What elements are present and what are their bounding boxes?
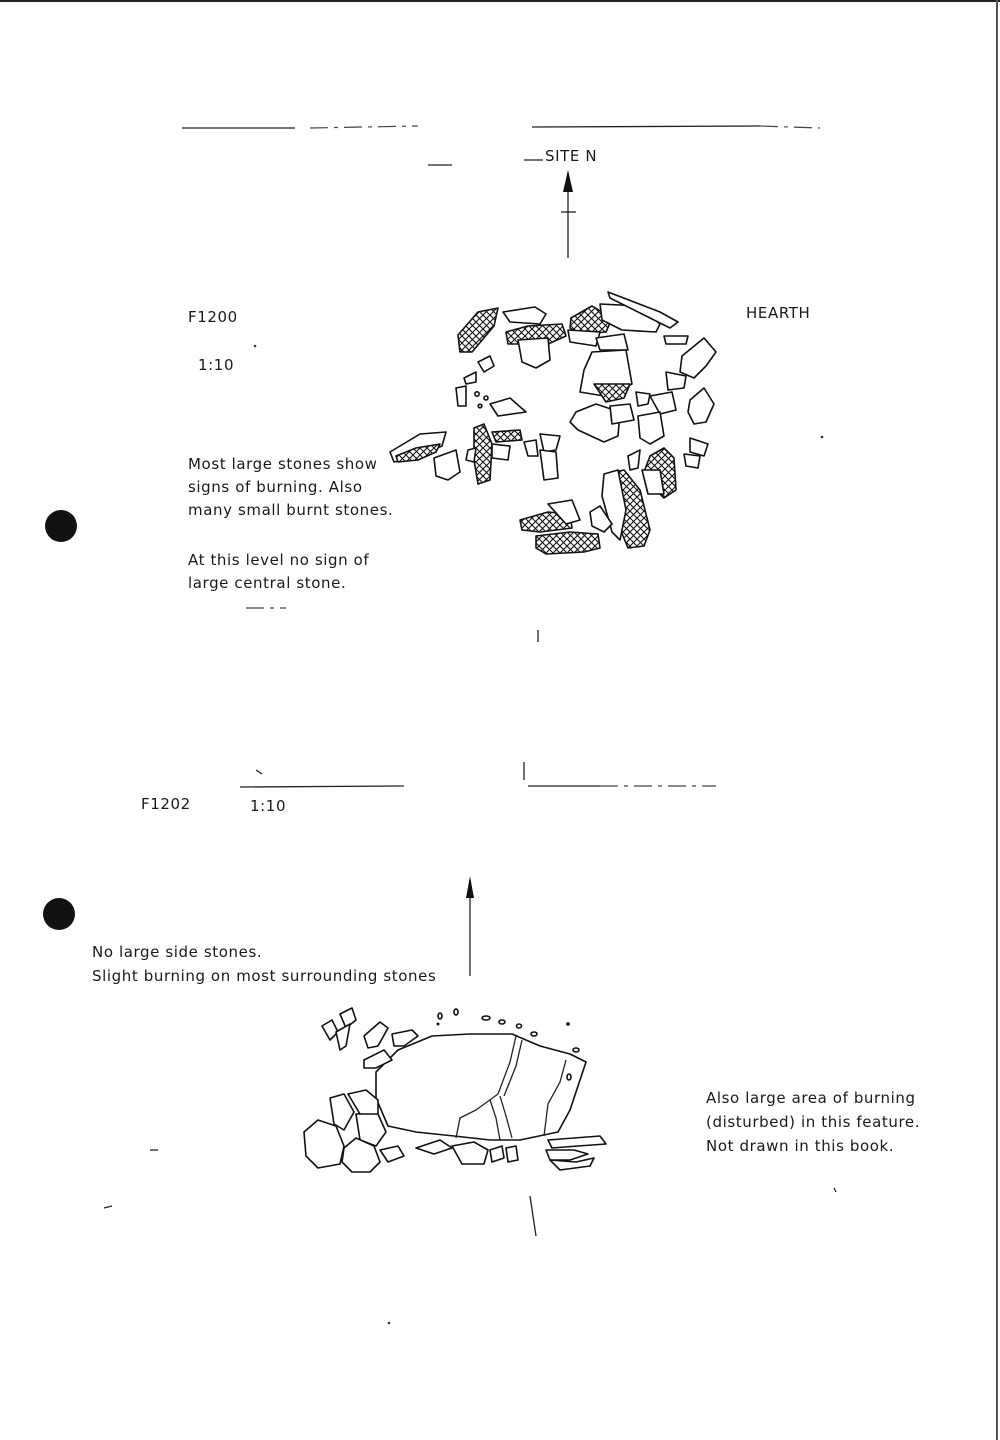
- f1202-header-rules: [240, 786, 716, 787]
- header-rule-lines: [182, 126, 820, 165]
- north-arrow-icon-2: [466, 876, 474, 976]
- feature2-note2-line3: Not drawn in this book.: [706, 1137, 895, 1155]
- feature2-note1-line1: No large side stones.: [92, 943, 263, 961]
- north-label: SITE N: [545, 147, 598, 165]
- feature2-scale: 1:10: [250, 797, 287, 815]
- f1202-plan: [304, 1008, 606, 1172]
- feature1-scale: 1:10: [198, 356, 235, 374]
- feature1-note1-line2: signs of burning. Also: [188, 478, 363, 496]
- feature2-id: F1202: [141, 795, 191, 813]
- hearth-f1200-plan: [390, 292, 716, 554]
- misc-scan-marks: [246, 345, 823, 1325]
- feature1-id: F1200: [188, 308, 238, 326]
- feature2-note2-line1: Also large area of burning: [706, 1089, 916, 1107]
- feature1-note2-line1: At this level no sign of: [188, 551, 370, 569]
- feature1-note1-line3: many small burnt stones.: [188, 501, 394, 519]
- north-arrow-icon: [561, 170, 576, 258]
- feature1-note2-line2: large central stone.: [188, 574, 347, 592]
- feature1-note1-line1: Most large stones show: [188, 455, 378, 473]
- feature2-note2-line2: (disturbed) in this feature.: [706, 1113, 921, 1131]
- feature2-note1-line2: Slight burning on most surrounding stones: [92, 967, 437, 985]
- feature1-name: HEARTH: [746, 304, 811, 322]
